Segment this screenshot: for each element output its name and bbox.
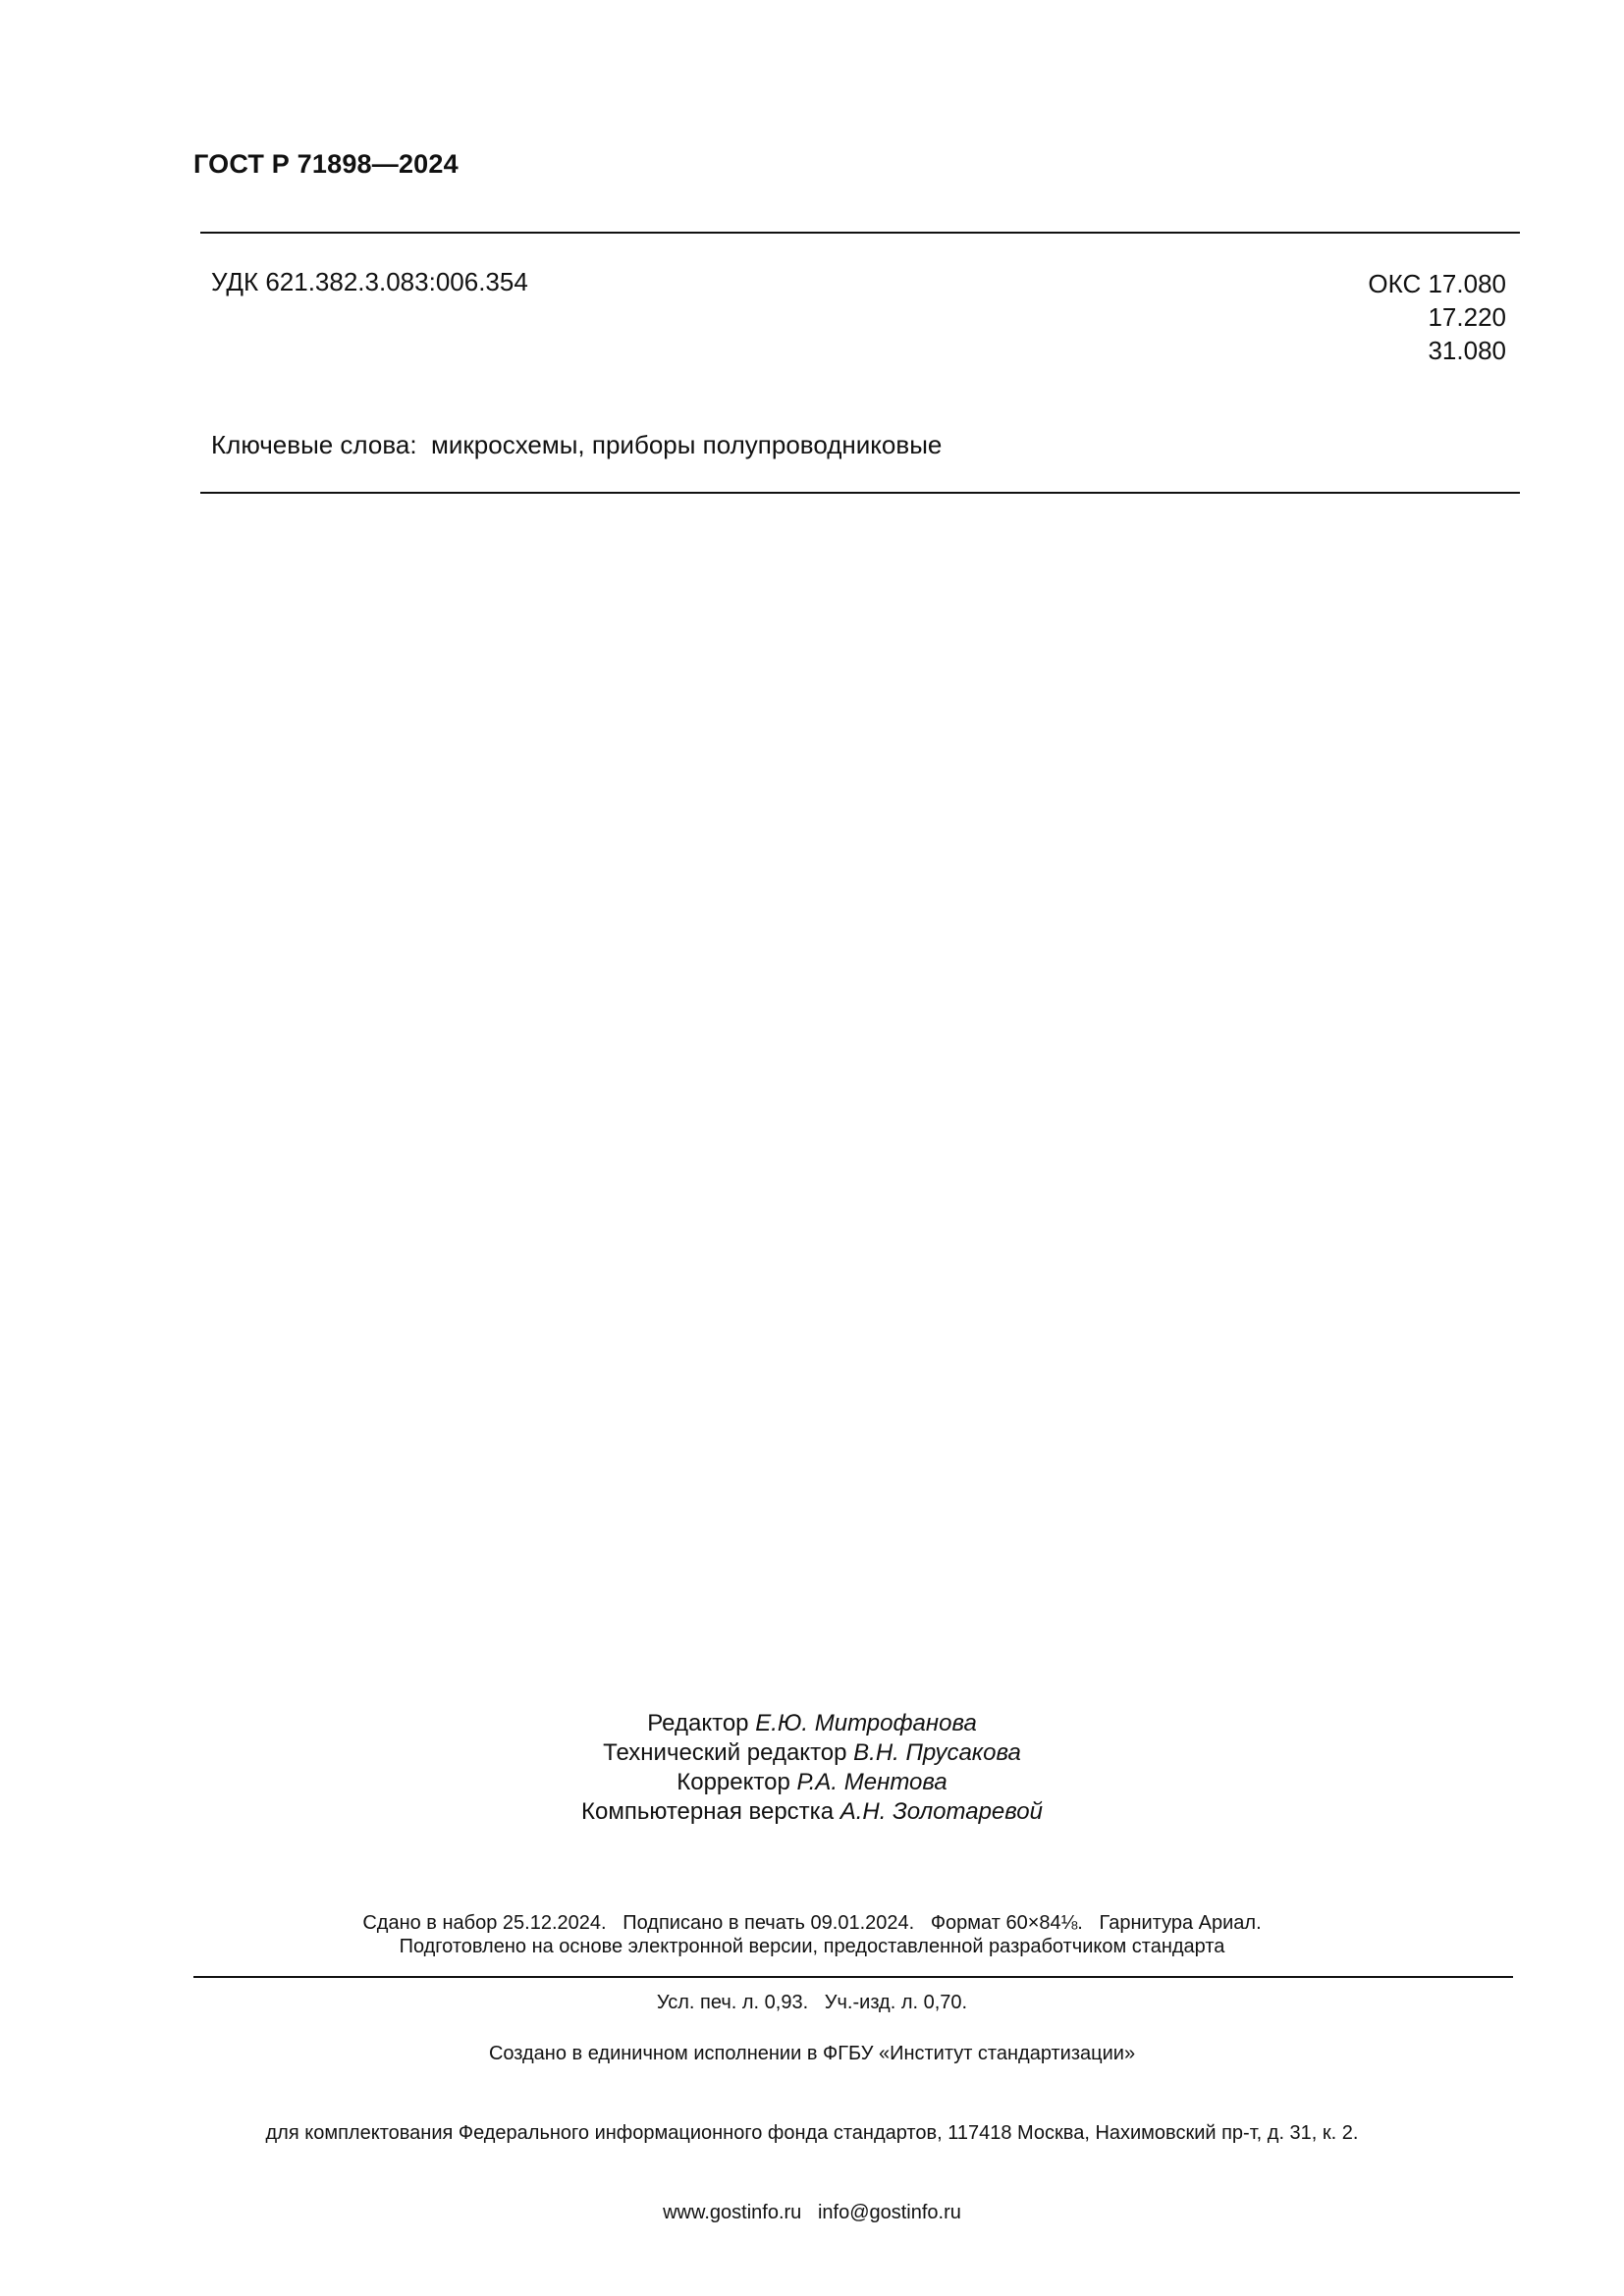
top-divider bbox=[200, 232, 1520, 234]
udk-code: УДК 621.382.3.083:006.354 bbox=[211, 267, 528, 296]
prepared-note: Подготовлено на основе электронной версии, предоставленной разработчиком стандарта bbox=[399, 1936, 1225, 1957]
credit-role: Корректор bbox=[677, 1769, 790, 1795]
document-id: ГОСТ Р 71898—2024 bbox=[193, 149, 459, 179]
credits-block bbox=[0, 1709, 1624, 1827]
credit-name: Е.Ю. Митрофанова bbox=[755, 1710, 977, 1736]
credit-name: В.Н. Прусакова bbox=[853, 1739, 1021, 1766]
oks-codes bbox=[1368, 267, 1506, 367]
print-info-line: Сдано в набор 25.12.2024. Подписано в печать 09.01.2024. Формат 60×84⅛. Гарнитура Ариал. bbox=[362, 1912, 1262, 1934]
print-info-line: Усл. печ. л. 0,93. Уч.-изд. л. 0,70. bbox=[656, 1992, 968, 2013]
keywords-divider bbox=[200, 492, 1520, 494]
credit-line bbox=[0, 1738, 1624, 1768]
credit-name: Р.А. Ментова bbox=[796, 1769, 947, 1795]
credit-name: А.Н. Золотаревой bbox=[839, 1798, 1043, 1825]
footer-divider bbox=[193, 1976, 1513, 1978]
oks-code: ОКС 17.080 bbox=[1368, 269, 1506, 298]
keywords: Ключевые слова: микросхемы, приборы полупроводниковые bbox=[211, 430, 943, 459]
footer-line: для комплектования Федерального информационного фонда стандартов, 117418 Москва, Нахимовский пр-т, д. 31, к. 2. bbox=[265, 2122, 1359, 2144]
credit-line bbox=[0, 1797, 1624, 1827]
credit-role: Компьютерная верстка bbox=[581, 1798, 835, 1825]
footer-contacts: www.gostinfo.ru info@gostinfo.ru bbox=[663, 2202, 961, 2223]
credit-line bbox=[0, 1768, 1624, 1797]
credit-line bbox=[0, 1709, 1624, 1738]
footer-line: Создано в единичном исполнении в ФГБУ «Институт стандартизации» bbox=[488, 2043, 1136, 2064]
credit-role: Технический редактор bbox=[603, 1739, 847, 1766]
oks-code: 31.080 bbox=[1428, 336, 1506, 365]
publisher-footer bbox=[0, 1988, 1624, 2253]
credit-role: Редактор bbox=[647, 1710, 749, 1736]
oks-code: 17.220 bbox=[1428, 302, 1506, 332]
